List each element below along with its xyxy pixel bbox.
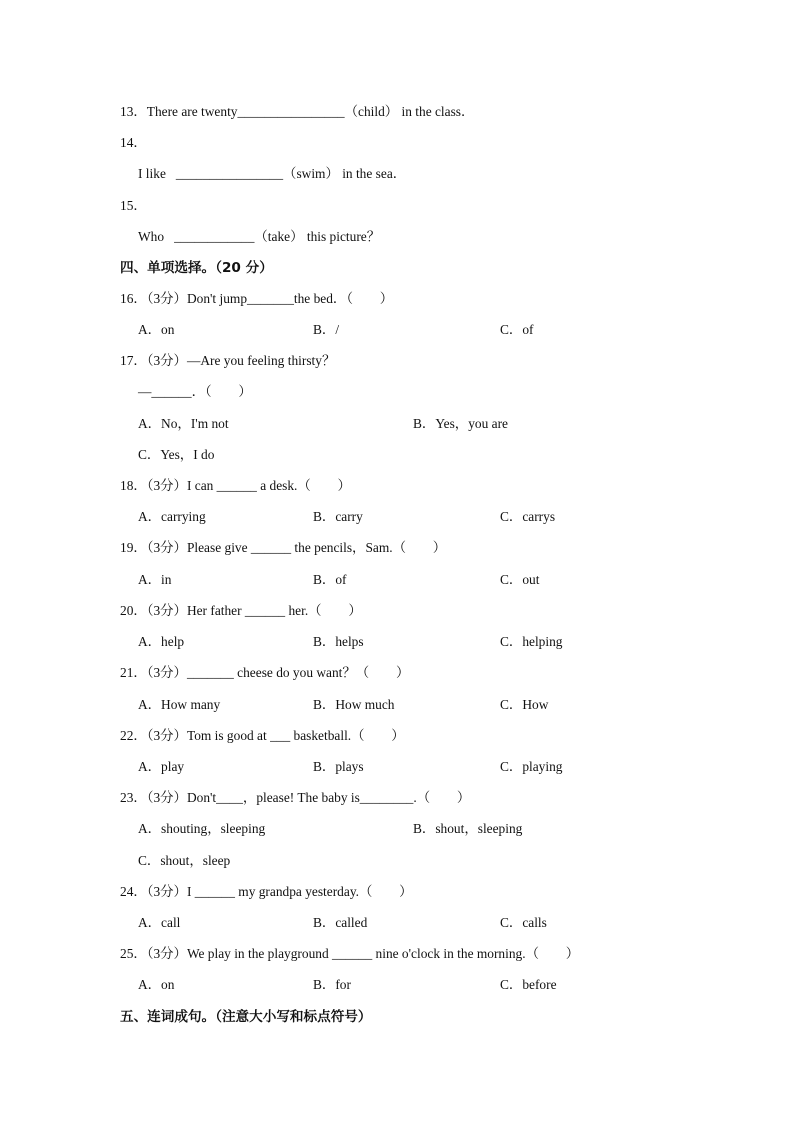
- question-15-text: Who ____________（take） this picture？: [138, 229, 381, 244]
- question-14-number: 14．: [120, 135, 147, 150]
- option-24-c: C．calls: [500, 915, 547, 930]
- option-22-c: C．playing: [500, 759, 563, 774]
- question-24: 24．（3分）I ______ my grandpa yesterday.（ ）: [120, 884, 413, 899]
- option-23-b: B．shout，sleeping: [413, 821, 523, 836]
- option-25-a: A．on: [138, 977, 175, 992]
- option-20-a: A．help: [138, 634, 185, 649]
- section-4-heading: 四、单项选择。（20 分）: [120, 260, 273, 276]
- option-17-c: C．Yes，I do: [138, 447, 215, 462]
- option-20-c: C．helping: [500, 634, 563, 649]
- option-24-b: B．called: [313, 915, 368, 930]
- option-16-b: B．/: [313, 322, 340, 337]
- option-17-b: B．Yes，you are: [413, 416, 508, 431]
- question-14-text: I like ________________（swim） in the sea．: [138, 166, 407, 181]
- question-19: 19．（3分）Please give ______ the pencils，Sam.（ ）: [120, 540, 447, 555]
- question-22: 22．（3分）Tom is good at ___ basketball.（ ）: [120, 728, 405, 743]
- option-20-b: B．helps: [313, 634, 364, 649]
- option-19-a: A．in: [138, 572, 172, 587]
- question-20: 20．（3分）Her father ______ her.（ ）: [120, 603, 362, 618]
- option-19-b: B．of: [313, 572, 347, 587]
- option-22-b: B．plays: [313, 759, 364, 774]
- question-16: 16．（3分）Don't jump_______the bed．（ ）: [120, 291, 394, 306]
- option-16-c: C．of: [500, 322, 534, 337]
- option-23-c: C．shout，sleep: [138, 853, 231, 868]
- question-21: 21．（3分）_______ cheese do you want？（ ）: [120, 665, 410, 680]
- question-13: 13．There are twenty________________（child） in the class．: [120, 104, 475, 119]
- option-25-b: B．for: [313, 977, 351, 992]
- option-17-a: A．No，I'm not: [138, 416, 229, 431]
- option-21-c: C．How: [500, 697, 549, 712]
- option-19-c: C．out: [500, 572, 540, 587]
- question-15-number: 15．: [120, 198, 147, 213]
- option-18-a: A．carrying: [138, 509, 206, 524]
- question-17: 17．（3分）—Are you feeling thirsty？: [120, 353, 336, 368]
- option-21-a: A．How many: [138, 697, 221, 712]
- option-16-a: A．on: [138, 322, 175, 337]
- option-22-a: A．play: [138, 759, 185, 774]
- option-25-c: C．before: [500, 977, 557, 992]
- question-17-reply: —______．（ ）: [138, 384, 252, 399]
- option-18-c: C．carrys: [500, 509, 556, 524]
- question-25: 25．（3分）We play in the playground ______ nine o'clock in the morning.（ ）: [120, 946, 580, 961]
- question-18: 18．（3分）I can ______ a desk.（ ）: [120, 478, 351, 493]
- question-23: 23．（3分）Don't____，please! The baby is________.（ ）: [120, 790, 471, 805]
- option-23-a: A．shouting，sleeping: [138, 821, 266, 836]
- section-5-heading: 五、连词成句。（注意大小写和标点符号）: [120, 1009, 372, 1025]
- option-21-b: B．How much: [313, 697, 395, 712]
- option-18-b: B．carry: [313, 509, 363, 524]
- option-24-a: A．call: [138, 915, 181, 930]
